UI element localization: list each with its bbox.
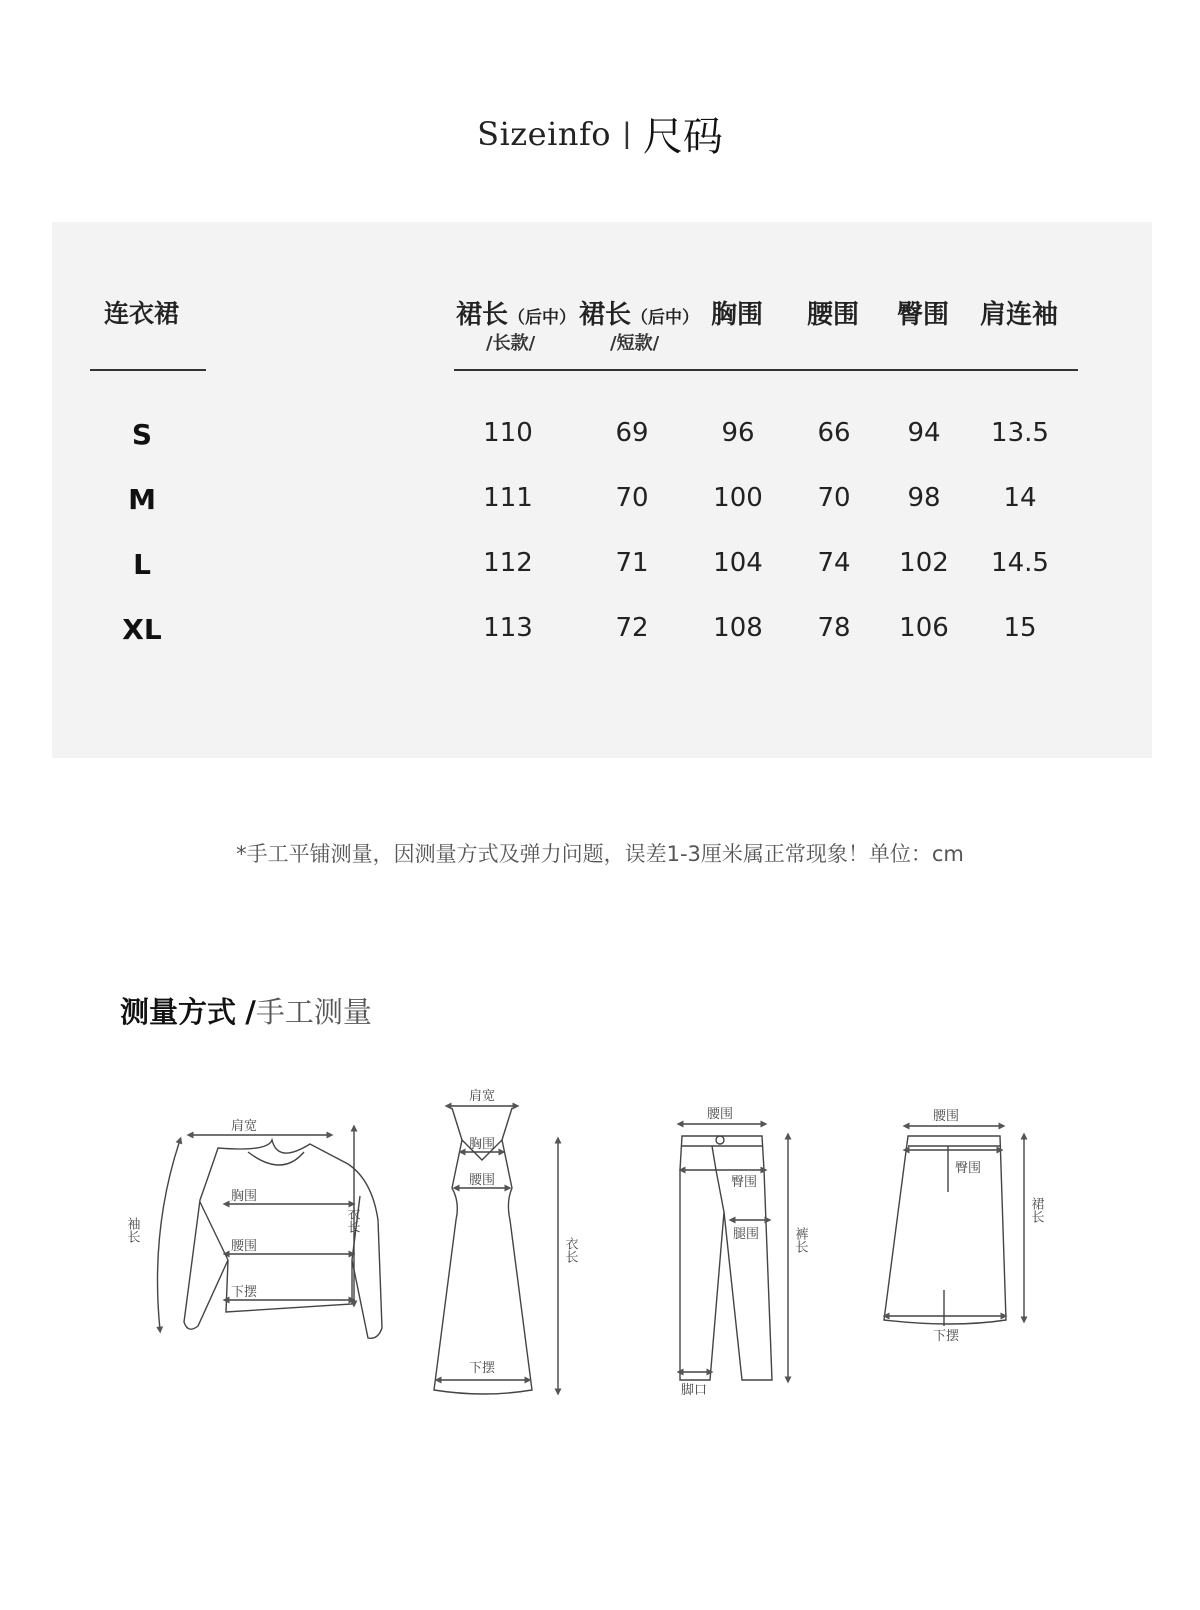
table-cell: 113 bbox=[483, 613, 533, 643]
label-skirt-waist: 腰围 bbox=[932, 1109, 960, 1124]
label-skirt-hem: 下摆 bbox=[932, 1329, 960, 1344]
table-cell: 112 bbox=[483, 548, 533, 578]
header-note-short: /短款/ bbox=[610, 333, 660, 354]
size-table bbox=[52, 222, 1152, 758]
table-cell: 110 bbox=[483, 418, 533, 448]
label-top-waist: 腰围 bbox=[230, 1239, 258, 1254]
size-label: M bbox=[128, 483, 156, 516]
label-dress-waist: 腰围 bbox=[468, 1173, 496, 1188]
table-cell: 104 bbox=[713, 548, 763, 578]
label-pants-hip: 臀围 bbox=[730, 1175, 758, 1190]
table-cell: 13.5 bbox=[991, 418, 1049, 448]
header-paren: （后中） bbox=[508, 308, 577, 328]
method-subtitle: 手工测量 bbox=[255, 995, 372, 1029]
title-en: Sizeinfo bbox=[477, 114, 612, 153]
table-cell: 111 bbox=[483, 483, 533, 513]
label-skirt-hip: 臀围 bbox=[954, 1161, 982, 1176]
table-cell: 108 bbox=[713, 613, 763, 643]
table-cell: 94 bbox=[907, 418, 941, 448]
label-dress-hem: 下摆 bbox=[468, 1361, 496, 1376]
label-top-shoulder: 肩宽 bbox=[230, 1119, 258, 1134]
label-dress-chest: 胸围 bbox=[468, 1137, 496, 1152]
category-label: 连衣裙 bbox=[104, 299, 180, 328]
label-top-hem: 下摆 bbox=[230, 1285, 258, 1300]
method-slash: / bbox=[245, 995, 256, 1029]
header-note-long: /长款/ bbox=[486, 333, 536, 354]
header-shoulder-sleeve: 肩连袖 bbox=[980, 300, 1059, 330]
size-label: L bbox=[133, 548, 151, 581]
table-cell: 70 bbox=[817, 483, 851, 513]
header-label: 裙长 bbox=[579, 300, 632, 330]
label-pants-thigh: 腿围 bbox=[732, 1227, 760, 1242]
title-cn: 尺码 bbox=[642, 114, 723, 160]
dress-diagram bbox=[434, 1106, 558, 1394]
label-top-sleeve: 袖长 bbox=[124, 1217, 140, 1243]
label-dress-shoulder: 肩宽 bbox=[468, 1089, 496, 1104]
top-diagram bbox=[158, 1128, 383, 1338]
pants-diagram bbox=[680, 1124, 788, 1380]
label-pants-length: 裤长 bbox=[792, 1227, 808, 1253]
measurement-note: *手工平铺测量，因测量方式及弹力问题，误差1-3厘米属正常现象！单位：cm bbox=[236, 842, 964, 866]
title-separator: | bbox=[623, 116, 631, 150]
measurement-diagrams bbox=[0, 1080, 1200, 1420]
label-pants-waist: 腰围 bbox=[706, 1107, 734, 1122]
method-title: 测量方式 bbox=[120, 995, 237, 1029]
table-cell: 70 bbox=[615, 483, 649, 513]
table-cell: 96 bbox=[721, 418, 755, 448]
table-cell: 14 bbox=[1003, 483, 1037, 513]
method-heading bbox=[120, 990, 372, 1031]
table-cell: 14.5 bbox=[991, 548, 1049, 578]
label-dress-length: 衣长 bbox=[562, 1237, 578, 1263]
table-cell: 72 bbox=[615, 613, 649, 643]
table-cell: 98 bbox=[907, 483, 941, 513]
header-rule-right bbox=[454, 369, 1078, 371]
size-label: S bbox=[131, 418, 153, 451]
label-skirt-length: 裙长 bbox=[1028, 1197, 1044, 1223]
header-label: 裙长 bbox=[456, 300, 509, 330]
header-chest: 胸围 bbox=[711, 300, 764, 330]
table-cell: 71 bbox=[615, 548, 649, 578]
label-top-length: 衣长 bbox=[344, 1207, 360, 1233]
table-cell: 74 bbox=[817, 548, 851, 578]
table-cell: 102 bbox=[899, 548, 949, 578]
page-title bbox=[0, 105, 1200, 162]
header-paren: （后中） bbox=[631, 308, 700, 328]
label-pants-cuff: 脚口 bbox=[680, 1383, 708, 1398]
label-top-chest: 胸围 bbox=[230, 1189, 258, 1204]
table-cell: 66 bbox=[817, 418, 851, 448]
header-length-short bbox=[579, 294, 699, 331]
table-cell: 15 bbox=[1003, 613, 1037, 643]
table-cell: 69 bbox=[615, 418, 649, 448]
table-cell: 78 bbox=[817, 613, 851, 643]
skirt-diagram bbox=[884, 1126, 1024, 1326]
header-hip: 臀围 bbox=[897, 300, 950, 330]
header-rule-left bbox=[90, 369, 206, 371]
size-label: XL bbox=[122, 613, 162, 646]
header-length-long bbox=[456, 294, 576, 331]
table-cell: 106 bbox=[899, 613, 949, 643]
table-cell: 100 bbox=[713, 483, 763, 513]
header-waist: 腰围 bbox=[807, 300, 860, 330]
